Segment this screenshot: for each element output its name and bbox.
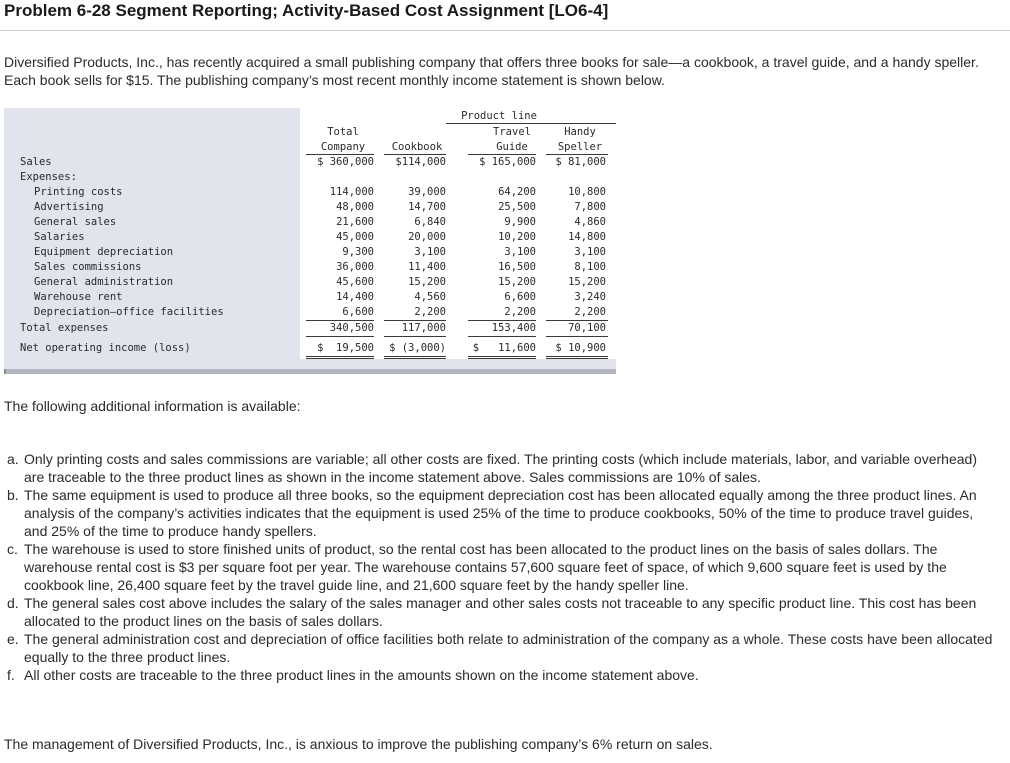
info-item-text: All other costs are traceable to the three product lines in the amounts shown on the income statement above. [24, 667, 699, 683]
expenses-label: Expenses: [20, 171, 77, 183]
expense-value-total: 114,000 [329, 186, 374, 198]
noi-double-underline-cookbook-2 [384, 358, 446, 359]
expense-value-travel: 6,600 [504, 291, 536, 303]
intro-paragraph: Diversified Products, Inc., has recently acquired a small publishing company that offers three books for sale—a cookbook, a travel guide, and a handy speller. Each book sells for $15. The publishing company’s most recent monthly income statement is shown below. [4, 54, 979, 88]
expense-value-total: 45,000 [336, 231, 374, 243]
total-expenses-travel: 153,400 [491, 322, 536, 334]
expense-value-travel: 15,200 [498, 276, 536, 288]
expense-value-speller: 14,800 [568, 231, 606, 243]
expense-label: Equipment depreciation [34, 246, 174, 258]
expense-label: Sales commissions [34, 261, 142, 273]
info-item-text: The general administration cost and depreciation of office facilities both relate to administration of the company as a whole. These costs have been allocated equally to the three product lines. [24, 631, 993, 665]
expense-value-speller: 7,800 [574, 201, 606, 213]
statement-scrollbar[interactable] [4, 369, 616, 374]
info-item-text: The warehouse is used to store finished units of product, so the rental cost has been allocated to the product lines on the basis of sales dollars. The warehouse rental cost is $3 per square foot per year. The warehouse contains 57,600 square feet of space, of which 9,600 square feet is used by the cookbook line, 26,400 square feet by the travel guide line, and 21,600 square feet by the handy speller line. [24, 541, 947, 593]
expense-label: Printing costs [34, 186, 123, 198]
noi-travel: $ 11,600 [472, 342, 536, 354]
info-item-letter: e. [7, 631, 19, 647]
expense-value-total: 45,600 [336, 276, 374, 288]
product-line-label: Product line [461, 110, 537, 122]
product-line-underline [446, 123, 616, 124]
expense-value-total: 36,000 [336, 261, 374, 273]
total-underline-travel [468, 336, 536, 337]
expense-underline-total [306, 320, 374, 321]
expense-value-travel: 16,500 [498, 261, 536, 273]
total-underline-total [306, 336, 374, 337]
expense-value-cookbook: 4,560 [414, 291, 446, 303]
expense-underline-cookbook [384, 320, 446, 321]
info-item-letter: b. [7, 487, 19, 503]
expense-value-cookbook: 20,000 [408, 231, 446, 243]
expense-value-total: 21,600 [336, 216, 374, 228]
expense-value-cookbook: 11,400 [408, 261, 446, 273]
info-item-letter: c. [7, 541, 18, 557]
info-item-letter: f. [7, 667, 15, 683]
total-expenses-label: Total expenses [20, 322, 109, 334]
noi-double-underline-speller-2 [546, 358, 608, 359]
sales-travel: $ 165,000 [479, 156, 536, 168]
sales-speller: $ 81,000 [555, 156, 606, 168]
header-underline-speller [546, 154, 608, 155]
expense-value-travel: 2,200 [504, 306, 536, 318]
noi-double-underline-travel-1 [468, 356, 536, 357]
total-expenses-cookbook: 117,000 [401, 322, 446, 334]
expense-label: Advertising [34, 201, 104, 213]
expense-value-speller: 15,200 [568, 276, 606, 288]
noi-label: Net operating income (loss) [20, 342, 191, 354]
info-item-letter: d. [7, 595, 19, 611]
noi-total: $ 19,500 [317, 342, 374, 354]
expense-value-speller: 4,860 [574, 216, 606, 228]
header-underline-travel [468, 154, 536, 155]
expense-value-speller: 2,200 [574, 306, 606, 318]
header-underline-total [306, 154, 374, 155]
expense-value-travel: 3,100 [504, 246, 536, 258]
expense-value-cookbook: 2,200 [414, 306, 446, 318]
total-expenses-total: 340,500 [329, 322, 374, 334]
sales-total: $ 360,000 [317, 156, 374, 168]
expense-value-cookbook: 14,700 [408, 201, 446, 213]
expense-value-total: 48,000 [336, 201, 374, 213]
expense-value-cookbook: 39,000 [408, 186, 446, 198]
header-travel-2: Guide [496, 141, 528, 153]
header-total-2: Company [320, 141, 366, 153]
expense-value-cookbook: 15,200 [408, 276, 446, 288]
expense-label: General sales [34, 216, 117, 228]
expense-value-total: 14,400 [336, 291, 374, 303]
expense-underline-speller [546, 320, 608, 321]
info-item-text: The same equipment is used to produce all three books, so the equipment depreciation cost has been allocated equally among the three product lines. An analysis of the company’s activities indicates that the equipment is used 25% of the time to produce cookbooks, 50% of the time to produce travel guides, and 25% of the time to produce handy spellers. [24, 487, 977, 539]
header-underline-cookbook [384, 154, 446, 155]
expense-label: Warehouse rent [34, 291, 123, 303]
info-item-letter: a. [7, 451, 19, 467]
sales-label: Sales [20, 156, 52, 168]
header-speller-2: Speller [557, 141, 603, 153]
expense-label: General administration [34, 276, 174, 288]
noi-double-underline-total-1 [306, 356, 374, 357]
info-item [4, 666, 994, 684]
sales-cookbook: $114,000 [395, 156, 446, 168]
total-underline-cookbook [384, 336, 446, 337]
info-item [4, 450, 994, 486]
statement-scrollbar-edge [4, 369, 6, 374]
expense-underline-travel [468, 320, 536, 321]
noi-cookbook: $ (3,000) [389, 342, 446, 354]
info-item-text: Only printing costs and sales commissions are variable; all other costs are fixed. The printing costs (which include materials, labor, and variable overhead) are traceable to the three product lines as shown in the income statement above. Sales commissions are 10% of sales. [24, 451, 977, 485]
total-expenses-speller: 70,100 [568, 322, 606, 334]
expense-value-travel: 25,500 [498, 201, 536, 213]
expense-value-travel: 9,900 [504, 216, 536, 228]
noi-speller: $ 10,900 [555, 342, 606, 354]
closing-paragraph: The management of Diversified Products, Inc., is anxious to improve the publishing company’s 6% return on sales. [4, 736, 713, 752]
info-item-text: The general sales cost above includes the salary of the sales manager and other sales costs not traceable to any specific product line. This cost has been allocated to the product lines on the basis of sales dollars. [24, 595, 977, 629]
header-travel-1: Travel [493, 126, 531, 138]
header-speller-1: Handy [564, 126, 596, 138]
expense-label: Depreciation—office facilities [34, 306, 224, 318]
additional-info-list [4, 450, 994, 684]
noi-double-underline-travel-2 [468, 358, 536, 359]
expense-value-total: 9,300 [342, 246, 374, 258]
expense-value-speller: 10,800 [568, 186, 606, 198]
info-item [4, 594, 994, 630]
noi-double-underline-cookbook-1 [384, 356, 446, 357]
expense-value-cookbook: 3,100 [414, 246, 446, 258]
expense-value-speller: 3,240 [574, 291, 606, 303]
info-item [4, 486, 994, 540]
expense-value-travel: 10,200 [498, 231, 536, 243]
info-item [4, 540, 994, 594]
expense-value-cookbook: 6,840 [414, 216, 446, 228]
header-total-1: Total [327, 126, 359, 138]
total-underline-speller [546, 336, 608, 337]
title-divider [0, 30, 1010, 31]
additional-info-heading: The following additional information is available: [4, 398, 301, 414]
problem-title: Problem 6-28 Segment Reporting; Activity-Based Cost Assignment [LO6-4] [4, 1, 609, 20]
expense-label: Salaries [34, 231, 85, 243]
expense-value-speller: 3,100 [574, 246, 606, 258]
header-cookbook: Cookbook [391, 141, 443, 153]
info-item [4, 630, 994, 666]
noi-double-underline-speller-1 [546, 356, 608, 357]
noi-double-underline-total-2 [306, 358, 374, 359]
expense-value-total: 6,600 [342, 306, 374, 318]
expense-value-travel: 64,200 [498, 186, 536, 198]
expense-value-speller: 8,100 [574, 261, 606, 273]
